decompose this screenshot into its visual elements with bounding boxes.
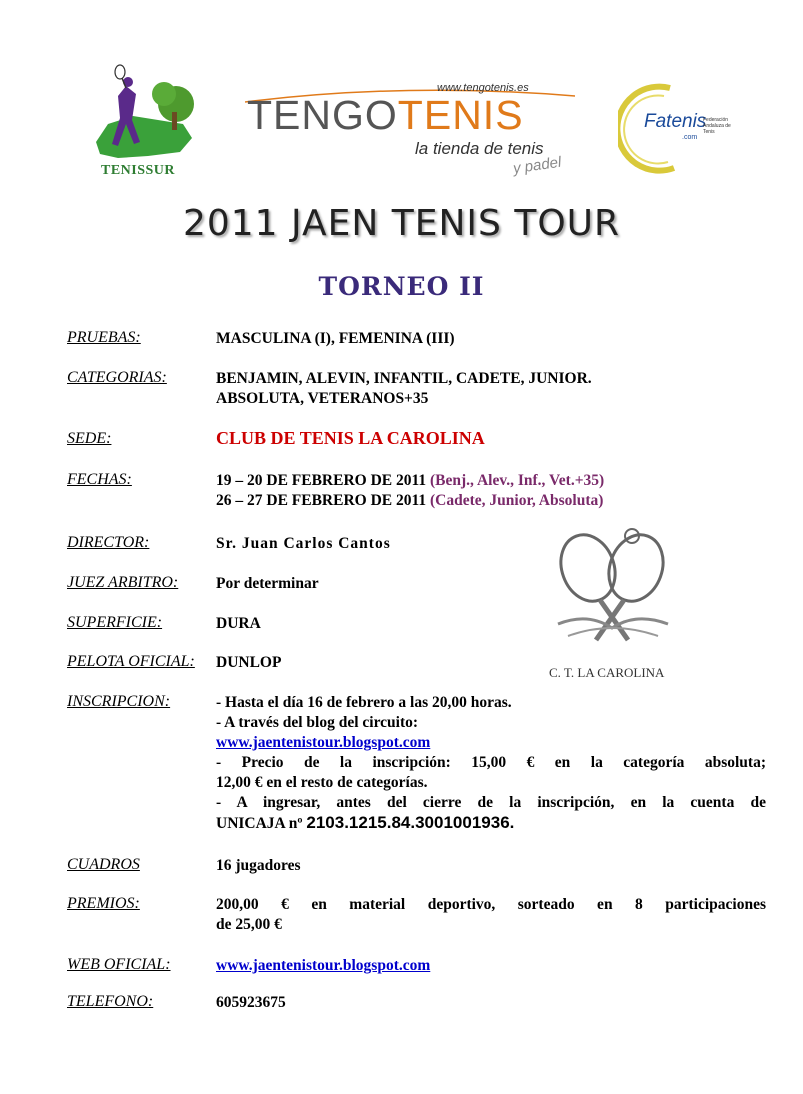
page-subtitle: TORNEO II (318, 272, 485, 301)
inscripcion-bank: UNICAJA nº (216, 815, 303, 832)
inscripcion-line-1: - Hasta el día 16 de febrero a las 20,00 horas. (216, 694, 512, 711)
web-link[interactable]: www.jaentenistour.blogspot.com (216, 957, 431, 974)
web-label: WEB OFICIAL: (67, 956, 171, 973)
categorias-line-1: BENJAMIN, ALEVIN, INFANTIL, CADETE, JUNIOR. (216, 370, 592, 387)
tengotenis-tagline-2: y padel (512, 153, 563, 178)
inscripcion-line-6: - A ingresar, antes del cierre de la inscripción, en la cuenta de (216, 794, 766, 811)
tengotenis-tagline: la tienda de tenis (415, 139, 544, 158)
inscripcion-blog-link[interactable]: www.jaentenistour.blogspot.com (216, 734, 431, 751)
club-racquets-logo (548, 528, 678, 658)
premios-line-2: de 25,00 € (216, 916, 282, 933)
inscripcion-label: INSCRIPCION: (67, 693, 171, 710)
fatenis-subtitle: Federación Andaluza de Tenis (703, 117, 731, 135)
premios-label: PREMIOS: (67, 895, 140, 912)
pruebas-value: MASCULINA (I), FEMENINA (III) (216, 330, 455, 347)
cuadros-label: CUADROS (67, 856, 140, 873)
page-title: 2011 JAEN TENIS TOUR (182, 203, 621, 244)
superficie-label: SUPERFICIE: (67, 614, 163, 631)
sede-label: SEDE: (67, 430, 112, 447)
categorias-label: CATEGORIAS: (67, 369, 167, 386)
tengotenis-url: www.tengotenis.es (437, 82, 529, 94)
premios-line-1: 200,00 € en material deportivo, sorteado en 8 participaciones (216, 896, 766, 913)
inscripcion-line-4: - Precio de la inscripción: 15,00 € en la categoría absoluta; (216, 754, 766, 771)
club-caption: C. T. LA CAROLINA (549, 665, 665, 680)
inscripcion-line-7 (216, 813, 514, 834)
superficie-value: DURA (216, 615, 261, 632)
fatenis-com: .com (682, 134, 698, 141)
fechas-note-1: (Benj., Alev., Inf., Vet.+35) (430, 472, 605, 489)
tengotenis-brand (247, 92, 524, 138)
brand-tenis: TENIS (397, 92, 524, 138)
tenissur-label: TENISSUR (101, 163, 176, 178)
sede-value: CLUB DE TENIS LA CAROLINA (216, 428, 485, 448)
fechas-date-1: 19 – 20 DE FEBRERO DE 2011 (216, 472, 427, 489)
categorias-line-2: ABSOLUTA, VETERANOS+35 (216, 390, 429, 407)
fechas-note-2: (Cadete, Junior, Absoluta) (430, 492, 604, 509)
fechas-line-1 (216, 471, 604, 491)
fechas-line-2 (216, 491, 603, 511)
fechas-label: FECHAS: (67, 471, 132, 488)
telefono-label: TELEFONO: (67, 993, 154, 1010)
director-label: DIRECTOR: (67, 534, 150, 551)
director-value: Sr. Juan Carlos Cantos (216, 535, 391, 552)
telefono-value: 605923675 (216, 994, 286, 1011)
inscripcion-line-2: - A través del blog del circuito: (216, 714, 419, 731)
pelota-value: DUNLOP (216, 654, 282, 671)
juez-value: Por determinar (216, 575, 319, 592)
pruebas-label: PRUEBAS: (67, 329, 141, 346)
fatenis-wordmark: Fatenis (644, 111, 707, 132)
inscripcion-account: 2103.1215.84.3001001936. (306, 813, 515, 832)
juez-label: JUEZ ARBITRO: (67, 574, 179, 591)
pelota-label: PELOTA OFICIAL: (67, 653, 195, 670)
inscripcion-line-5: 12,00 € en el resto de categorías. (216, 774, 428, 791)
fechas-date-2: 26 – 27 DE FEBRERO DE 2011 (216, 492, 427, 509)
brand-tengo: TENGO (247, 92, 398, 138)
cuadros-value: 16 jugadores (216, 857, 301, 874)
